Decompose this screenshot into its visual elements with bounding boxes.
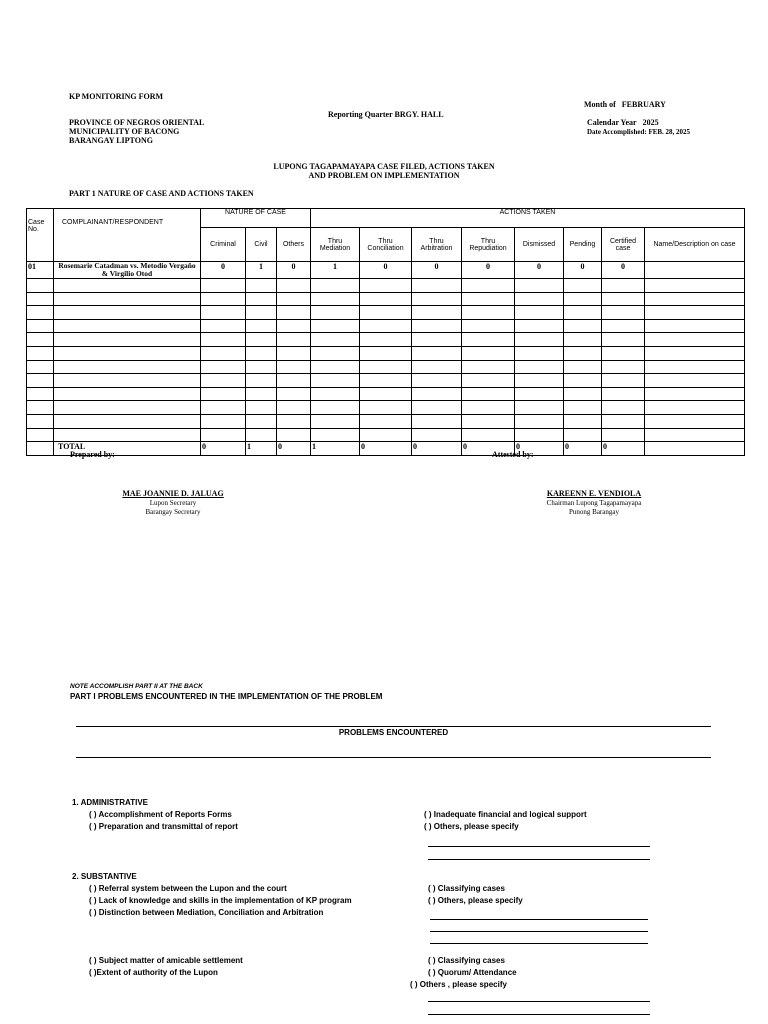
empty-cell xyxy=(515,279,564,293)
empty-cell xyxy=(311,414,360,428)
empty-cell xyxy=(311,374,360,388)
substantive-option[interactable]: ( ) Classifying cases xyxy=(428,884,505,893)
total-value: 0 xyxy=(602,442,645,456)
empty-cell xyxy=(412,360,462,374)
table-row xyxy=(27,346,745,360)
empty-cell xyxy=(201,414,246,428)
empty-cell xyxy=(645,279,745,293)
value-cell: 0 xyxy=(412,262,462,279)
month-label: Month of xyxy=(584,100,616,109)
empty-cell xyxy=(462,360,515,374)
part2-title: PART I PROBLEMS ENCOUNTERED IN THE IMPLEMENTATION OF THE PROBLEM xyxy=(70,692,383,701)
doc-title-line2: AND PROBLEM ON IMPLEMENTATION xyxy=(308,171,460,180)
empty-cell xyxy=(360,414,412,428)
empty-cell xyxy=(27,401,54,415)
empty-cell xyxy=(277,428,311,442)
case-no-cell: 01 xyxy=(27,262,54,279)
empty-cell xyxy=(645,333,745,347)
admin-option[interactable]: ( ) Others, please specify xyxy=(424,822,519,831)
month-value: FEBRUARY xyxy=(621,100,666,109)
empty-cell xyxy=(246,292,277,306)
admin-option[interactable]: ( ) Preparation and transmittal of report xyxy=(89,822,238,831)
substantive-option[interactable]: ( ) Distinction between Mediation, Conciliation and Arbitration xyxy=(89,908,324,917)
empty-cell xyxy=(277,292,311,306)
empty-cell xyxy=(564,360,602,374)
value-cell: 0 xyxy=(602,262,645,279)
empty-cell xyxy=(515,319,564,333)
empty-cell xyxy=(311,428,360,442)
empty-cell xyxy=(645,346,745,360)
empty-cell xyxy=(564,374,602,388)
calendar-year-line xyxy=(587,118,659,127)
empty-cell xyxy=(360,346,412,360)
empty-cell xyxy=(360,374,412,388)
header-others: Others xyxy=(277,228,311,262)
empty-cell xyxy=(246,374,277,388)
empty-cell xyxy=(564,387,602,401)
value-cell: 0 xyxy=(277,262,311,279)
table-row xyxy=(27,414,745,428)
part2-note: NOTE ACCOMPLISH PART II AT THE BACK xyxy=(70,683,203,690)
empty-cell xyxy=(54,374,201,388)
value-cell: 0 xyxy=(201,262,246,279)
extra-option[interactable]: ( ) Others , please specify xyxy=(410,980,507,989)
empty-cell xyxy=(277,279,311,293)
value-cell: 0 xyxy=(564,262,602,279)
total-blank xyxy=(27,442,54,456)
empty-cell xyxy=(515,292,564,306)
empty-cell xyxy=(462,401,515,415)
empty-cell xyxy=(54,306,201,320)
empty-cell xyxy=(201,401,246,415)
header-criminal: Criminal xyxy=(201,228,246,262)
empty-cell xyxy=(564,279,602,293)
empty-cell xyxy=(311,306,360,320)
empty-cell xyxy=(515,428,564,442)
empty-cell xyxy=(602,360,645,374)
table-row xyxy=(27,262,745,279)
empty-cell xyxy=(462,387,515,401)
empty-cell xyxy=(201,387,246,401)
table-row xyxy=(27,319,745,333)
form-title: KP MONITORING FORM xyxy=(69,92,164,101)
problems-header: PROBLEMS ENCOUNTERED xyxy=(338,728,449,737)
value-cell: 0 xyxy=(360,262,412,279)
empty-cell xyxy=(360,428,412,442)
attested-by-label: Attested by: xyxy=(492,450,534,459)
extra-option[interactable]: ( )Extent of authority of the Lupon xyxy=(89,968,218,977)
empty-cell xyxy=(645,319,745,333)
empty-cell xyxy=(54,428,201,442)
empty-cell xyxy=(54,333,201,347)
empty-cell xyxy=(27,360,54,374)
table-row xyxy=(27,401,745,415)
table-row xyxy=(27,387,745,401)
empty-cell xyxy=(27,374,54,388)
table-row xyxy=(27,292,745,306)
empty-cell xyxy=(54,319,201,333)
empty-cell xyxy=(54,279,201,293)
empty-cell xyxy=(311,360,360,374)
empty-cell xyxy=(564,306,602,320)
preparer-name: MAE JOANNIE D. JALUAG xyxy=(122,489,224,498)
header-thru-conciliation: Thru Conciliation xyxy=(360,228,412,262)
empty-cell xyxy=(462,279,515,293)
header-nature-of-case: NATURE OF CASE xyxy=(201,209,311,228)
total-label: TOTAL xyxy=(54,442,201,456)
empty-cell xyxy=(360,387,412,401)
table-row xyxy=(27,306,745,320)
attester-name: KAREENN E. VENDIOLA xyxy=(546,489,642,498)
value-cell xyxy=(645,262,745,279)
header-civil: Civil xyxy=(246,228,277,262)
specify-line[interactable] xyxy=(428,859,650,860)
header-certified-case: Certified case xyxy=(602,228,645,262)
empty-cell xyxy=(564,414,602,428)
empty-cell xyxy=(515,346,564,360)
province-label: PROVINCE OF NEGROS ORIENTAL xyxy=(69,118,205,127)
empty-cell xyxy=(412,428,462,442)
empty-cell xyxy=(54,387,201,401)
empty-cell xyxy=(462,346,515,360)
empty-cell xyxy=(462,306,515,320)
empty-cell xyxy=(412,346,462,360)
value-cell: 1 xyxy=(311,262,360,279)
total-value xyxy=(645,442,745,456)
empty-cell xyxy=(462,333,515,347)
empty-cell xyxy=(602,292,645,306)
prepared-by-label: Prepared by: xyxy=(70,450,115,459)
table-row xyxy=(27,428,745,442)
empty-cell xyxy=(311,279,360,293)
empty-cell xyxy=(412,279,462,293)
empty-cell xyxy=(201,292,246,306)
total-value: 0 xyxy=(462,442,515,456)
substantive-option[interactable]: ( ) Others, please specify xyxy=(428,896,523,905)
empty-cell xyxy=(27,292,54,306)
empty-cell xyxy=(602,374,645,388)
empty-cell xyxy=(27,333,54,347)
empty-cell xyxy=(645,387,745,401)
empty-cell xyxy=(201,374,246,388)
total-value: 1 xyxy=(311,442,360,456)
header-pending: Pending xyxy=(564,228,602,262)
header-thru-arbitration: Thru Arbitration xyxy=(412,228,462,262)
table-row xyxy=(27,333,745,347)
empty-cell xyxy=(201,360,246,374)
admin-option[interactable]: ( ) Inadequate financial and logical support xyxy=(424,810,587,819)
empty-cell xyxy=(277,333,311,347)
total-row xyxy=(27,442,745,456)
preparer-title1: Lupon Secretary xyxy=(149,499,197,507)
empty-cell xyxy=(360,292,412,306)
empty-cell xyxy=(515,333,564,347)
empty-cell xyxy=(54,414,201,428)
value-cell: 1 xyxy=(246,262,277,279)
substantive-option[interactable]: ( ) Lack of knowledge and skills in the implementation of KP program xyxy=(89,896,352,905)
empty-cell xyxy=(360,333,412,347)
empty-cell xyxy=(27,428,54,442)
empty-cell xyxy=(27,387,54,401)
total-value: 1 xyxy=(246,442,277,456)
total-value: 0 xyxy=(277,442,311,456)
empty-cell xyxy=(54,401,201,415)
header-dismissed: Dismissed xyxy=(515,228,564,262)
empty-cell xyxy=(515,387,564,401)
reporting-quarter: Reporting Quarter BRGY. HALL xyxy=(328,110,444,119)
empty-cell xyxy=(277,346,311,360)
empty-cell xyxy=(515,306,564,320)
date-accomplished: Date Accomplished: FEB. 28, 2025 xyxy=(587,128,691,136)
admin-title: 1. ADMINISTRATIVE xyxy=(72,798,149,807)
divider-top xyxy=(76,726,711,727)
empty-cell xyxy=(645,428,745,442)
empty-cell xyxy=(564,333,602,347)
empty-cell xyxy=(360,279,412,293)
header-thru-mediation: Thru Mediation xyxy=(311,228,360,262)
empty-cell xyxy=(602,414,645,428)
total-value: 0 xyxy=(360,442,412,456)
empty-cell xyxy=(645,414,745,428)
empty-cell xyxy=(602,346,645,360)
substantive-option[interactable]: ( ) Referral system between the Lupon and the court xyxy=(89,884,287,893)
barangay-label: BARANGAY LIPTONG xyxy=(69,136,153,145)
empty-cell xyxy=(602,387,645,401)
empty-cell xyxy=(412,387,462,401)
empty-cell xyxy=(201,279,246,293)
specify-line[interactable] xyxy=(430,919,648,920)
empty-cell xyxy=(201,333,246,347)
empty-cell xyxy=(27,414,54,428)
doc-title-line1: LUPONG TAGAPAMAYAPA CASE FILED, ACTIONS TAKEN xyxy=(273,162,495,171)
calendar-year-label: Calendar Year xyxy=(587,118,637,127)
empty-cell xyxy=(645,306,745,320)
empty-cell xyxy=(602,319,645,333)
empty-cell xyxy=(602,401,645,415)
empty-cell xyxy=(311,319,360,333)
empty-cell xyxy=(412,374,462,388)
empty-cell xyxy=(412,333,462,347)
empty-cell xyxy=(246,401,277,415)
empty-cell xyxy=(360,306,412,320)
empty-cell xyxy=(462,414,515,428)
total-value: 0 xyxy=(515,442,564,456)
total-value: 0 xyxy=(412,442,462,456)
empty-cell xyxy=(360,360,412,374)
empty-cell xyxy=(246,387,277,401)
extra-option[interactable]: ( ) Classifying cases xyxy=(428,956,505,965)
municipality-label: MUNICIPALITY OF BACONG xyxy=(69,127,180,136)
empty-cell xyxy=(27,346,54,360)
table-row xyxy=(27,360,745,374)
empty-cell xyxy=(277,414,311,428)
cases-table xyxy=(26,208,745,456)
empty-cell xyxy=(602,306,645,320)
empty-cell xyxy=(201,319,246,333)
empty-cell xyxy=(277,387,311,401)
header-thru-repudiation: Thru Repudiation xyxy=(462,228,515,262)
header-name-description: Name/Description on case xyxy=(645,228,745,262)
value-cell: 0 xyxy=(515,262,564,279)
empty-cell xyxy=(564,319,602,333)
empty-cell xyxy=(246,360,277,374)
empty-cell xyxy=(412,414,462,428)
empty-cell xyxy=(412,319,462,333)
empty-cell xyxy=(27,306,54,320)
empty-cell xyxy=(515,374,564,388)
attester-title1: Chairman Lupong Tagapamayapa xyxy=(546,499,642,507)
empty-cell xyxy=(515,360,564,374)
empty-cell xyxy=(246,414,277,428)
empty-cell xyxy=(645,401,745,415)
header-actions-taken: ACTIONS TAKEN xyxy=(311,209,745,228)
empty-cell xyxy=(311,292,360,306)
empty-cell xyxy=(602,428,645,442)
empty-cell xyxy=(246,319,277,333)
empty-cell xyxy=(360,401,412,415)
calendar-year-value: 2025 xyxy=(642,118,659,127)
attester-title2: Punong Barangay xyxy=(569,508,619,516)
specify-line[interactable] xyxy=(428,1001,650,1002)
empty-cell xyxy=(564,428,602,442)
empty-cell xyxy=(27,279,54,293)
admin-option[interactable]: ( ) Accomplishment of Reports Forms xyxy=(89,810,232,819)
empty-cell xyxy=(412,401,462,415)
empty-cell xyxy=(360,319,412,333)
specify-line[interactable] xyxy=(430,943,648,944)
specify-line[interactable] xyxy=(428,1014,650,1015)
empty-cell xyxy=(515,401,564,415)
empty-cell xyxy=(54,346,201,360)
empty-cell xyxy=(645,292,745,306)
specify-line[interactable] xyxy=(428,846,650,847)
empty-cell xyxy=(246,279,277,293)
total-value: 0 xyxy=(201,442,246,456)
empty-cell xyxy=(277,306,311,320)
empty-cell xyxy=(277,319,311,333)
empty-cell xyxy=(311,401,360,415)
empty-cell xyxy=(645,360,745,374)
empty-cell xyxy=(246,306,277,320)
empty-cell xyxy=(602,279,645,293)
empty-cell xyxy=(412,292,462,306)
empty-cell xyxy=(246,346,277,360)
table-row xyxy=(27,374,745,388)
empty-cell xyxy=(201,346,246,360)
empty-cell xyxy=(564,401,602,415)
substantive-title: 2. SUBSTANTIVE xyxy=(72,872,137,881)
empty-cell xyxy=(462,428,515,442)
month-line xyxy=(584,100,666,109)
empty-cell xyxy=(54,292,201,306)
empty-cell xyxy=(246,428,277,442)
table-row xyxy=(27,279,745,293)
empty-cell xyxy=(277,360,311,374)
empty-cell xyxy=(602,333,645,347)
preparer-title2: Barangay Secretary xyxy=(145,508,201,516)
divider-bottom xyxy=(76,757,711,758)
empty-cell xyxy=(515,414,564,428)
empty-cell xyxy=(645,374,745,388)
specify-line[interactable] xyxy=(430,931,648,932)
total-value: 0 xyxy=(564,442,602,456)
empty-cell xyxy=(201,428,246,442)
part1-title: PART 1 NATURE OF CASE AND ACTIONS TAKEN xyxy=(69,189,254,198)
empty-cell xyxy=(201,306,246,320)
empty-cell xyxy=(311,333,360,347)
empty-cell xyxy=(27,319,54,333)
empty-cell xyxy=(412,306,462,320)
value-cell: 0 xyxy=(462,262,515,279)
empty-cell xyxy=(462,319,515,333)
empty-cell xyxy=(246,333,277,347)
empty-cell xyxy=(311,387,360,401)
empty-cell xyxy=(277,374,311,388)
parties-cell: Rosemarie Catadman vs. Metodio Vergaño & Virgilio Otod xyxy=(54,262,201,279)
header-complainant: COMPLAINANT/RESPONDENT xyxy=(54,209,201,262)
empty-cell xyxy=(564,346,602,360)
empty-cell xyxy=(564,292,602,306)
empty-cell xyxy=(277,401,311,415)
empty-cell xyxy=(462,374,515,388)
extra-option[interactable]: ( ) Quorum/ Attendance xyxy=(428,968,517,977)
extra-option[interactable]: ( ) Subject matter of amicable settlement xyxy=(89,956,243,965)
empty-cell xyxy=(462,292,515,306)
empty-cell xyxy=(54,360,201,374)
empty-cell xyxy=(311,346,360,360)
header-case-no: Case No. xyxy=(27,209,54,262)
